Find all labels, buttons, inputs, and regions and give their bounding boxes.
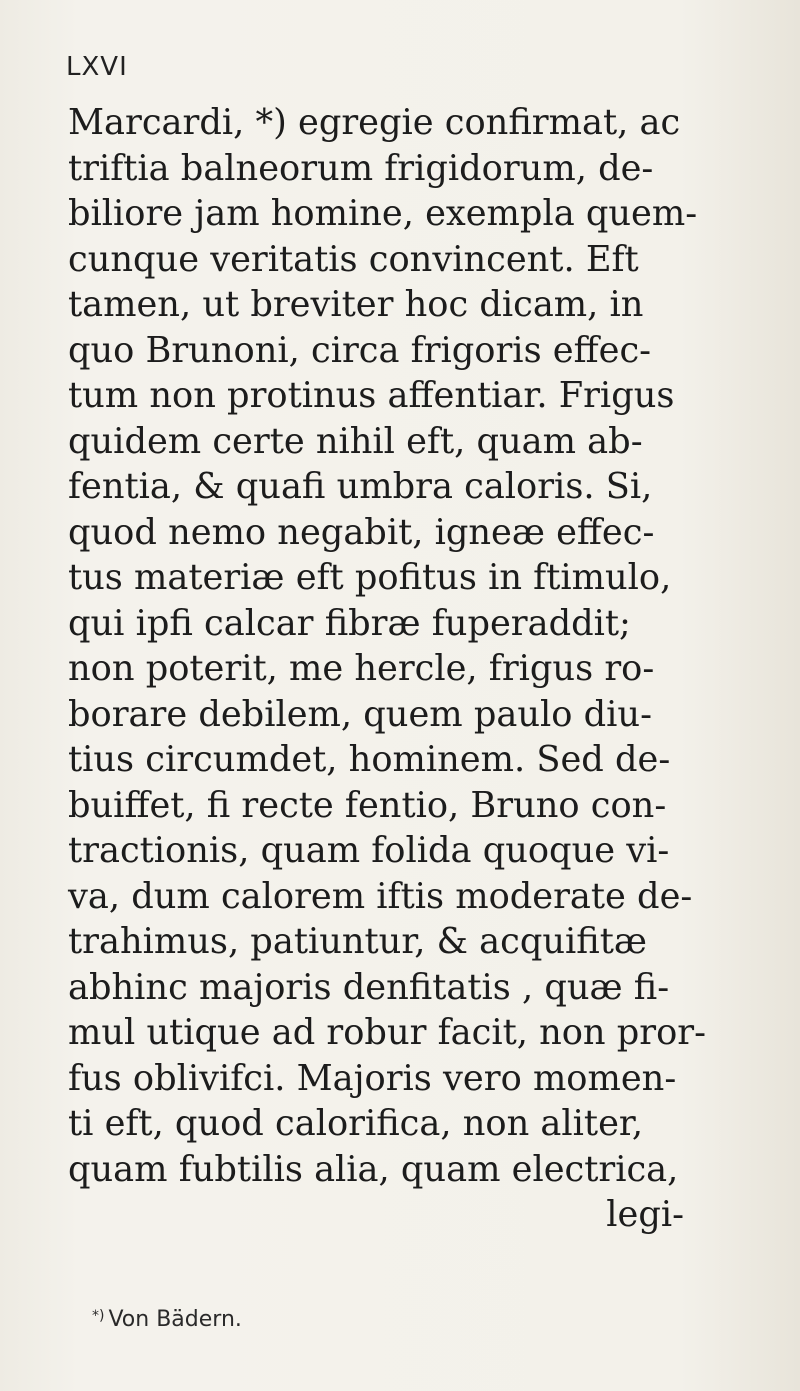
text-line: tractionis, quam folida quoque vi- bbox=[68, 830, 670, 871]
footnote-text: Von Bädern. bbox=[108, 1307, 242, 1332]
text-line: quod nemo negabit, igneæ effec- bbox=[68, 511, 655, 553]
text-line: tum non protinus affentiar. Frigus bbox=[68, 375, 675, 416]
text-line: fentia, & quafi umbra caloris. Si, bbox=[68, 466, 653, 507]
text-line: tius circumdet, hominem. Sed de- bbox=[68, 739, 671, 780]
footnote-marker: *) bbox=[92, 1308, 105, 1324]
text-line: tus materiæ eft pofitus in ftimulo, bbox=[68, 557, 672, 598]
text-line: fus oblivifci. Majoris vero momen- bbox=[68, 1057, 677, 1099]
text-line: qui ipfi calcar fibræ fuperaddit; bbox=[68, 602, 631, 644]
text-line: quo Brunoni, circa frigoris effec- bbox=[68, 329, 652, 371]
text-line: abhinc majoris denfitatis , quæ fi- bbox=[68, 966, 670, 1008]
text-line: quidem certe nihil eft, quam ab- bbox=[68, 420, 643, 462]
text-line: ti eft, quod calorifica, non aliter, bbox=[68, 1103, 644, 1144]
body-text bbox=[68, 100, 768, 1238]
footnote bbox=[92, 1307, 242, 1332]
text-line: mul utique ad robur facit, non pror- bbox=[68, 1012, 707, 1053]
catchword: legi- bbox=[606, 1194, 684, 1235]
text-line: biliore jam homine, exempla quem- bbox=[68, 193, 698, 234]
page-number: LXVI bbox=[66, 52, 128, 82]
text-line: Marcardi, *) egregie confirmat, ac bbox=[68, 102, 681, 143]
text-line: triftia balneorum frigidorum, de- bbox=[68, 147, 654, 189]
text-line: borare debilem, quem paulo diu- bbox=[68, 693, 652, 735]
text-line: quam fubtilis alia, quam electrica, bbox=[68, 1148, 679, 1190]
text-line: non poterit, me hercle, frigus ro- bbox=[68, 648, 655, 689]
text-line: trahimus, patiuntur, & acquifitæ bbox=[68, 921, 647, 962]
text-line: va, dum calorem iftis moderate de- bbox=[68, 875, 693, 917]
text-line: cunque veritatis convincent. Eft bbox=[68, 238, 639, 280]
text-line: buiffet, fi recte fentio, Bruno con- bbox=[68, 784, 667, 826]
text-line: tamen, ut breviter hoc dicam, in bbox=[68, 284, 644, 325]
